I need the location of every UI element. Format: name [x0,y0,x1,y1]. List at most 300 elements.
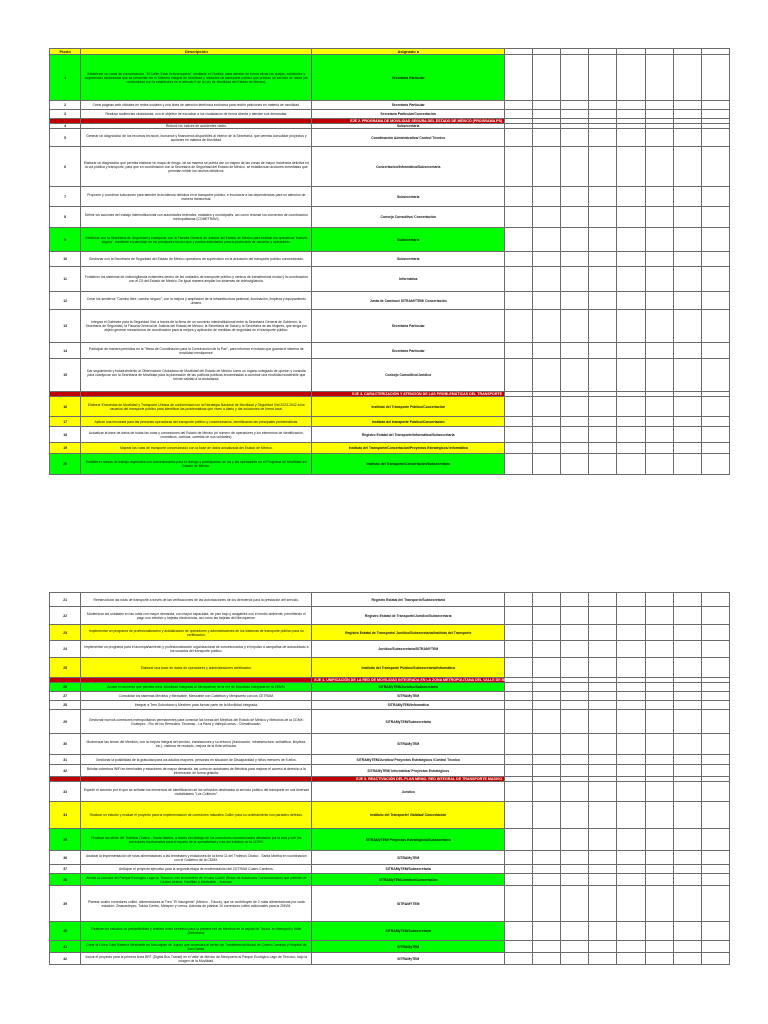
assigned-to: SITRAMyTEM [312,941,505,953]
action-description: Incluir el proyecto para la primera línea BRT (Digital Bus Transit) en el Valle de México de Mexipuerto al Parque Ecológico Lago de Texcoco, bajo la imagen de la Movilidad. [81,953,312,965]
empty-cell [701,343,729,359]
empty-cell [673,101,701,110]
empty-cell [533,941,561,953]
point-number: 17 [50,417,81,427]
point-number: 18 [50,427,81,443]
empty-cell [589,922,617,941]
empty-cell [589,343,617,359]
empty-cell [505,607,533,625]
empty-cell [533,252,561,267]
table-row [50,607,730,625]
empty-cell [561,922,589,941]
empty-cell [645,683,673,692]
empty-cell [673,343,701,359]
empty-cell [589,593,617,607]
empty-cell [561,865,589,874]
assigned-to: SITRAMyTEM/ Proyectos Estratégicos/Subsecretaría [312,829,505,851]
empty-cell [533,343,561,359]
empty-cell [673,865,701,874]
table-row [50,454,730,475]
empty-cell [617,953,645,965]
empty-cell [505,829,533,851]
empty-cell [505,207,533,228]
action-description: Realizar un estudio y evaluar el proyecto para la implementación de corredores naturales Colibrí para su ordenamiento con paradero definido. [81,802,312,829]
empty-cell [617,802,645,829]
empty-cell [589,782,617,802]
empty-cell [645,207,673,228]
empty-cell [589,692,617,701]
empty-cell [645,802,673,829]
assigned-to: Secretaría Particular [312,101,505,110]
empty-cell [561,101,589,110]
empty-cell [673,922,701,941]
point-number: 13 [50,310,81,343]
empty-cell [701,701,729,710]
table-row [50,683,730,692]
point-number: 24 [50,641,81,658]
empty-cell [617,454,645,475]
empty-cell [505,359,533,392]
empty-cell [701,941,729,953]
point-number: 12 [50,292,81,310]
point-number: 1 [50,55,81,101]
empty-cell [617,922,645,941]
empty-cell [673,658,701,678]
empty-cell [533,865,561,874]
empty-cell [645,110,673,119]
assigned-to: Subsecretaría [312,252,505,267]
empty-cell [533,953,561,965]
assigned-to: Jurídico [312,782,505,802]
action-description: Finalizar las obras del Trolebús Chalco - Santa Martha, a través del diálogo de los corredores concesionados afectados por la ruta y con los corredores involucrados para el reparto de la operatividad y ruta del trolebús de la CDMX. [81,829,312,851]
empty-cell [561,207,589,228]
empty-cell [617,692,645,701]
empty-cell [589,310,617,343]
action-description: Crear la Línea 3 del Sistema Mexicable en Naucalpan de Juárez que conectará al centro de Transferencia Modal de Cuatro Caminos y Hospital de San Rafael. [81,941,312,953]
action-description: Gestionar la posibilidad de la gratuidad para los adultos mayores, personas en situación de Discapacidad y niños menores de 5 años. [81,755,312,765]
empty-cell [505,755,533,765]
empty-cell [589,874,617,886]
empty-cell [505,129,533,147]
empty-cell [701,55,729,101]
empty-cell [617,101,645,110]
empty-cell [561,252,589,267]
empty-cell [561,228,589,252]
empty-cell [505,397,533,417]
empty-cell [589,55,617,101]
empty-cell [701,641,729,658]
empty-cell [617,683,645,692]
empty-cell [561,267,589,292]
empty-cell [645,755,673,765]
empty-cell [589,625,617,641]
assigned-to: SITRAMyTEM [312,851,505,865]
empty-cell [645,310,673,343]
empty-cell [589,710,617,734]
point-number: 33 [50,782,81,802]
empty-cell [589,641,617,658]
empty-cell [561,343,589,359]
empty-cell [645,941,673,953]
empty-cell [589,802,617,829]
empty-cell [645,454,673,475]
empty-cell [617,207,645,228]
table-body-page-2 [50,593,730,965]
action-description: Modernizar las líneas del Mexibús, con la mejora integral del servicio, instalaciones y su entorno (iluminación, infraestructura, señalética, limpieza, etc.), sistema de recaudo, mejora de la flota vehicular. [81,734,312,755]
empty-cell [617,417,645,427]
point-number: 10 [50,252,81,267]
empty-cell [589,755,617,765]
empty-cell [505,55,533,101]
assigned-to: Subsecretaría [312,187,505,207]
empty-cell [505,343,533,359]
table-row [50,710,730,734]
empty-cell [617,267,645,292]
action-description: Gestionar nuevos corredores metropolitanos permanentes para conectar las líneas del Mexibús del Estado de México y Metrobús de la CDMX: Ecatepec - Río de los Remedios, Tecamac - La Raza y Vallejo/Lomas - Chimalhuacán. [81,710,312,734]
empty-cell [561,129,589,147]
empty-cell [673,252,701,267]
empty-cell [701,734,729,755]
empty-cell [645,953,673,965]
empty-cell [617,658,645,678]
action-description: Implementar un programa para el acompañamiento y profesionalización organizacional de concesionarios y el impulso a campañas de autocuidado a los usuarios del transporte público. [81,641,312,658]
assigned-to: Registro Estatal de Transporte/ Jurídico/Subsecretaría/Instituto del Transporte [312,625,505,641]
empty-cell [673,701,701,710]
table-row [50,267,730,292]
empty-cell [673,734,701,755]
empty-cell [505,765,533,777]
empty-cell [617,607,645,625]
table-row [50,625,730,641]
table-row [50,641,730,658]
empty-cell [505,658,533,678]
assigned-to: SITRAMyTEM/Informática [312,701,505,710]
assigned-to: Registro Estatal del Transporte/Informática/Subsecretaría [312,427,505,443]
empty-cell [533,701,561,710]
empty-cell [673,593,701,607]
empty-cell [505,802,533,829]
empty-cell [561,397,589,417]
empty-cell [589,454,617,475]
empty-cell [533,802,561,829]
table-row [50,101,730,110]
empty-cell [561,874,589,886]
action-description: Mapear las rutas de transporte concesionado con la base de datos actualizada del Estado de México. [81,443,312,454]
empty-cell [533,207,561,228]
assigned-to: SITRAMyTEM/Subsecretaría [312,865,505,874]
empty-cell [645,417,673,427]
action-description: Integrar a Tren Suburbano y Mexitren para formar parte de la Movilidad Integrada. [81,701,312,710]
empty-cell [701,886,729,922]
empty-cell [589,941,617,953]
empty-cell [533,593,561,607]
action-description: Consolidar los sistemas Mexibús y Mexicable, Mexicable con Cablebús y Mexipuerto con los CETRAM. [81,692,312,701]
empty-cell [505,734,533,755]
empty-cell [561,359,589,392]
table-body-page-1 [50,55,730,475]
assigned-to: SITRAMyTEM/Jurídico/Concertación [312,874,505,886]
empty-cell [561,641,589,658]
action-description: Definir los acciones del trabajo interinstitucional con autoridades federales, estatales y municipales, así como retomar los convenios de coordinación metropolitanas (COMETRAVI). [81,207,312,228]
empty-cell [701,110,729,119]
empty-cell [561,692,589,701]
empty-cell [505,625,533,641]
empty-cell [673,874,701,886]
empty-cell [505,941,533,953]
empty-cell [701,427,729,443]
table-row [50,851,730,865]
action-description: Reducir los índices de accidentes viales. [81,124,312,129]
table-row [50,207,730,228]
table-row [50,417,730,427]
action-description: Realizar los estudios de prefactibilidad y análisis costo beneficio para la primera red de Mexibús en la capital de Toluca, en Metropoli y Valle (Metrotoro). [81,922,312,941]
action-description: Actualizar la base de datos de todas las rutas y concesiones del Estado de México (el número de operadores y los elementos de identificación, cromáticos, cortinas, carretas de sus unidades). [81,427,312,443]
empty-cell [589,110,617,119]
table-row [50,359,730,392]
empty-cell [645,101,673,110]
empty-cell [533,874,561,886]
empty-cell [505,110,533,119]
empty-cell [617,292,645,310]
empty-cell [589,607,617,625]
action-description: Proponer y coordinar soluciones para atender la incidencia delictiva en el transporte público, e involucrar a las dependencias para su atención de manera transversal. [81,187,312,207]
section-title: EJE 3. CARACTERIZACIÓN Y ATENCIÓN DE LAS PROBLEMÁTICAS DEL TRANSPORTE [312,392,505,397]
action-description: Elaborar una base de datos de operadores y administradores certificados. [81,658,312,678]
empty-cell [589,658,617,678]
action-description: Gestionar con la Secretaría de Seguridad y coadyuvar con la Fiscalía General de Justicia del Estado de México para realizar los operativos "transito seguro", mediante el patrullaje en los principales focos rojos y puntos detectados para la protección de usuarios y operadores. [81,228,312,252]
empty-cell [505,710,533,734]
empty-cell [561,310,589,343]
empty-cell [561,941,589,953]
table-row [50,658,730,678]
empty-cell [673,267,701,292]
point-number: 25 [50,658,81,678]
action-description: Participar de manera periódica en la "Mesa de Coordinación para la Construcción de la Paz", para informar el estado que guarda el sistema de movilidad mexiquense. [81,343,312,359]
empty-cell [617,701,645,710]
assigned-to: SITRAMyTEM/Jurídico/Subsecretaría [312,683,505,692]
table-row [50,734,730,755]
empty-cell [589,443,617,454]
empty-cell [701,782,729,802]
empty-cell [645,625,673,641]
empty-cell [673,359,701,392]
action-description: Crear páginas web oficiales en redes sociales y una línea de atención telefónica exclusiva para recibir peticiones en materia de movilidad. [81,101,312,110]
empty-cell [701,755,729,765]
empty-cell [645,55,673,101]
empty-cell [645,658,673,678]
action-description: Planear cuatro corredores colibrí, alimentadores al Tren "El Insurgente" (México - Toluca), que se contribuyen de 2 rutas alimentadoras por cada estación: Zinacantepec, Toluca Centro, Metepec y Lerma. Además de planear 10 corredores colibrí adicionales para la ZMVM. [81,886,312,922]
empty-cell [589,187,617,207]
assigned-to: Coordinación Administrativa/ Control Técnico [312,129,505,147]
empty-cell [505,641,533,658]
empty-cell [505,701,533,710]
empty-cell [701,802,729,829]
table-row [50,310,730,343]
empty-cell [589,207,617,228]
empty-cell [505,874,533,886]
empty-cell [701,359,729,392]
action-description: Analizar la implementación de rutas alimentadoras a las terminales y estaciones de la línea 11 del Trolebús Chalco - Santa Martha en coordinación con el Gobierno de la CDMX. [81,851,312,865]
empty-cell [645,782,673,802]
point-number: 21 [50,593,81,607]
empty-cell [533,710,561,734]
empty-cell [533,187,561,207]
point-number: 27 [50,692,81,701]
table-row [50,692,730,701]
empty-cell [645,851,673,865]
point-number: 40 [50,922,81,941]
table-row [50,147,730,187]
empty-cell [589,228,617,252]
empty-cell [673,417,701,427]
empty-cell [533,765,561,777]
empty-cell [701,710,729,734]
empty-cell [561,851,589,865]
empty-cell [561,886,589,922]
assigned-to: Consejo Consultivo/Jurídico [312,359,505,392]
empty-cell [645,874,673,886]
action-description: Establecer un canal de comunicación, "El Caller Estar Anticorrupción" mediante el Chatbot, para atender de forma eficaz las quejas, solicitudes y sugerencias ciudadanas que se presenten en el Sistema Integral de Movilidad y unidades de transporte público que prestan un servicio de datos (de conformidad con la establecida en el artículo 9 de la Ley de Movilidad del Estado de México). [81,55,312,101]
empty-cell [589,292,617,310]
empty-cell [505,886,533,922]
empty-cell [701,607,729,625]
empty-cell [617,343,645,359]
empty-cell [673,228,701,252]
assigned-to: Instituto del Transporte Público/Concertación [312,397,505,417]
empty-cell [589,147,617,187]
empty-cell [533,267,561,292]
empty-cell [645,829,673,851]
table-row [50,187,730,207]
empty-cell [533,427,561,443]
header-descripcion: Descripción [81,49,312,55]
point-number: 14 [50,343,81,359]
empty-cell [617,443,645,454]
empty-cell [645,922,673,941]
point-number: 4 [50,124,81,129]
plan-table-page-1 [49,48,730,475]
empty-cell [645,692,673,701]
empty-cell [505,252,533,267]
empty-cell [561,658,589,678]
point-number: 32 [50,765,81,777]
point-number: 23 [50,625,81,641]
empty-cell [645,607,673,625]
action-description: Elaborar Encuestas de Movilidad y Transporte Urbana de conformidad con la Estrategia Nacional de Movilidad y Seguridad Vial 2023-2042 a los usuarios del transporte público para identificar las problemáticas que viven a diario y dar soluciones de forma local. [81,397,312,417]
point-number: 34 [50,802,81,829]
empty-cell [561,607,589,625]
empty-cell [645,427,673,443]
empty-cell [701,267,729,292]
assigned-to: Junta de Caminos/ SITRAMYTEM/ Concertación [312,292,505,310]
empty-cell [505,683,533,692]
empty-cell [505,443,533,454]
empty-cell [561,147,589,187]
table-row [50,953,730,965]
empty-cell [589,267,617,292]
empty-cell [617,129,645,147]
action-description: Crear los senderos "Camino libre, camino seguro", con la mejora y ampliación de la infraestructura peatonal, iluminación, limpieza y equipamiento urbano. [81,292,312,310]
point-number: 31 [50,755,81,765]
action-description: Elaborar un diagnóstico que permita elaborar un mapa de riesgo, de tal manera se pueda dar un mapeo de las zonas de mayor incidencia delictiva en la vía pública y transporte, para que en coordinación con la Secretaría de Seguridad del Estado de México, se establezcan acciones inmediatas que permitan inhibir los hechos delictivos. [81,147,312,187]
table-row [50,427,730,443]
action-description: Expedir el acuerdo por el que se señalan los elementos de identificación de los vehículos destinados al servicio público del transporte en sus diversas modalidades "Los Colibríes". [81,782,312,802]
empty-cell [561,625,589,641]
empty-cell [505,851,533,865]
empty-cell [617,865,645,874]
empty-cell [701,443,729,454]
section-title: EJE 2. PROGRAMA DE MOVILIDAD SEGURA DEL ESTADO DE MÉXICO (PROGRAMA PS) [312,119,505,124]
table-row [50,252,730,267]
empty-cell [533,228,561,252]
empty-cell [589,865,617,874]
empty-cell [505,228,533,252]
empty-cell [645,359,673,392]
action-description: Brindar cobertura WiFi en terminales y estaciones de mayor demanda, así como en autobuses de Mexibús para mejorar el acceso al derecho a la información de forma gratuita. [81,765,312,777]
assigned-to: Instituto del transporte Público/Concertación [312,417,505,427]
action-description: Implementar un programa de profesionalización y actualización de operadores y administradores de los sistemas de transporte público para su certificación. [81,625,312,641]
header-asignado: Asignado a [312,49,505,55]
empty-cell [617,765,645,777]
empty-cell [701,101,729,110]
empty-cell [701,187,729,207]
empty-cell [533,683,561,692]
assigned-to: Secretaría Particular [312,55,505,101]
table-row [50,874,730,886]
assigned-to: Instituto del Transporte/Concertación/Subsecretaría [312,454,505,475]
empty-cell [701,683,729,692]
empty-cell [617,710,645,734]
empty-cell [589,886,617,922]
table-row [50,886,730,922]
empty-cell [617,734,645,755]
action-description: Reestructurar las rutas de transporte a través de las verificaciones de las autorizaciones de los derroteros para la prestación del servicio. [81,593,312,607]
table-row [50,765,730,777]
empty-cell [561,734,589,755]
table-row [50,755,730,765]
assigned-to: SITRAMyTEM/Subsecretaría [312,922,505,941]
empty-cell [561,593,589,607]
empty-cell [561,782,589,802]
empty-cell [589,397,617,417]
point-number: 8 [50,207,81,228]
point-number: 11 [50,267,81,292]
table-row [50,802,730,829]
empty-cell [505,922,533,941]
empty-cell [561,683,589,692]
empty-cell [645,443,673,454]
assigned-to: Subsecretaría [312,228,505,252]
empty-cell [701,829,729,851]
point-number: 41 [50,941,81,953]
empty-cell [505,865,533,874]
empty-cell [673,454,701,475]
action-description: Gestionar con la Secretaría de Seguridad del Estado de México operativos de supervisión en la actuación del transporte público concesionado. [81,252,312,267]
empty-cell [673,802,701,829]
empty-cell [505,267,533,292]
empty-cell [533,886,561,922]
empty-cell [505,782,533,802]
empty-cell [533,417,561,427]
empty-cell [617,147,645,187]
assigned-to: Registro Estatal de Transporte/Jurídico/Subsecretaría [312,607,505,625]
empty-cell [673,683,701,692]
assigned-to: Subsecretaría [312,124,505,129]
empty-cell [533,292,561,310]
empty-cell [617,851,645,865]
action-description: Aplicar una encuesta para las personas operadoras del transporte público y concesionarios, identificando las principales problemáticas. [81,417,312,427]
empty-cell [701,922,729,941]
